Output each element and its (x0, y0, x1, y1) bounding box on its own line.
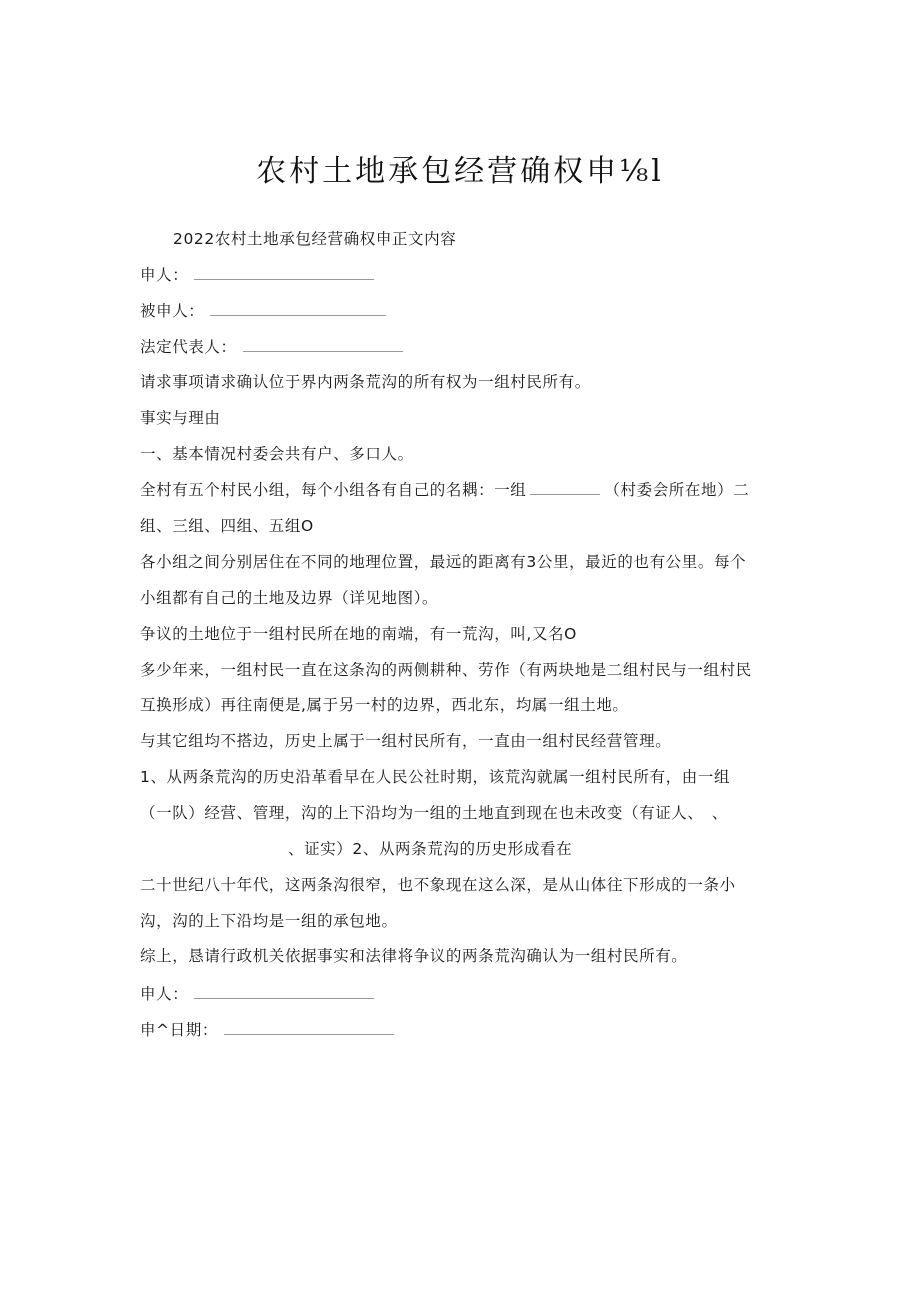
signature-blank (194, 984, 374, 999)
paragraph-4: 争议的土地位于一组村民所在地的南端，有一荒沟，叫,又名O (140, 625, 577, 643)
applicant-label: 申人： (140, 266, 189, 284)
paragraph-2-text-a: 全村有五个村民小组，每个小组各有自己的名耦：一组 (140, 481, 527, 499)
paragraph-7-line-1: 1、从两条荒沟的历史沿革看早在人民公社时期，该荒沟就属一组村民所有，由一组 (140, 768, 731, 786)
paragraph-2-line-1 (140, 480, 749, 500)
paragraph-7-line-2: （一队）经营、管理，沟的上下沿均为一组的土地直到现在也未改变（有证人、 、 (140, 804, 728, 822)
paragraph-8-line-2: 沟，沟的上下沿均是一组的承包地。 (140, 912, 398, 930)
subtitle: 2022农村土地承包经营确权申正文内容 (173, 230, 457, 248)
date-blank (224, 1020, 394, 1035)
page-title: 农村土地承包经营确权申⅛l (256, 154, 664, 189)
respondent-label: 被申人： (140, 302, 205, 320)
legal-rep-label: 法定代表人： (140, 338, 237, 356)
respondent-line (140, 301, 386, 321)
paragraph-3-line-2: 小组都有自己的土地及边界（详见地图）。 (140, 589, 439, 607)
paragraph-6: 与其它组均不搭边，历史上属于一组村民所有，一直由一组村民经营管理。 (140, 732, 672, 750)
facts-heading: 事实与理由 (140, 409, 221, 427)
paragraph-1: 一、基本情况村委会共有户、多口人。 (140, 445, 414, 463)
request-paragraph: 请求事项请求确认位于界内两条荒沟的所有权为一组村民所有。 (140, 373, 591, 391)
date-label: 申^日期： (140, 1021, 218, 1039)
paragraph-5-line-1: 多少年来，一组村民一直在这条沟的两侧耕种、劳作（有两块地是二组村民与一组村民 (140, 661, 752, 679)
legal-rep-blank (243, 337, 403, 352)
paragraph-8-line-1: 二十世纪八十年代，这两条沟很窄，也不象现在这么深，是从山体往下形成的一条小 (140, 876, 736, 894)
applicant-blank (194, 265, 374, 280)
paragraph-2-line-2: 组、三组、四组、五组O (140, 517, 314, 535)
paragraph-9: 综上，恳请行政机关依据事实和法律将争议的两条荒沟确认为一组村民所有。 (140, 947, 688, 965)
paragraph-3-line-1: 各小组之间分别居住在不同的地理位置，最远的距离有3公里，最近的也有公里。每个 (140, 553, 747, 571)
applicant-line (140, 265, 374, 285)
respondent-blank (210, 301, 386, 316)
paragraph-5-line-2: 互换形成）再往南便是,属于另一村的边界，西北东，均属一组土地。 (140, 696, 629, 714)
group-name-blank (530, 480, 600, 495)
signature-label: 申人： (140, 985, 189, 1003)
paragraph-2-text-b: （村委会所在地）二 (604, 481, 750, 499)
paragraph-7-line-3: 、证实）2、从两条荒沟的历史形成看在 (288, 840, 573, 858)
date-line (140, 1020, 394, 1040)
legal-rep-line (140, 337, 403, 357)
signature-line (140, 984, 374, 1004)
